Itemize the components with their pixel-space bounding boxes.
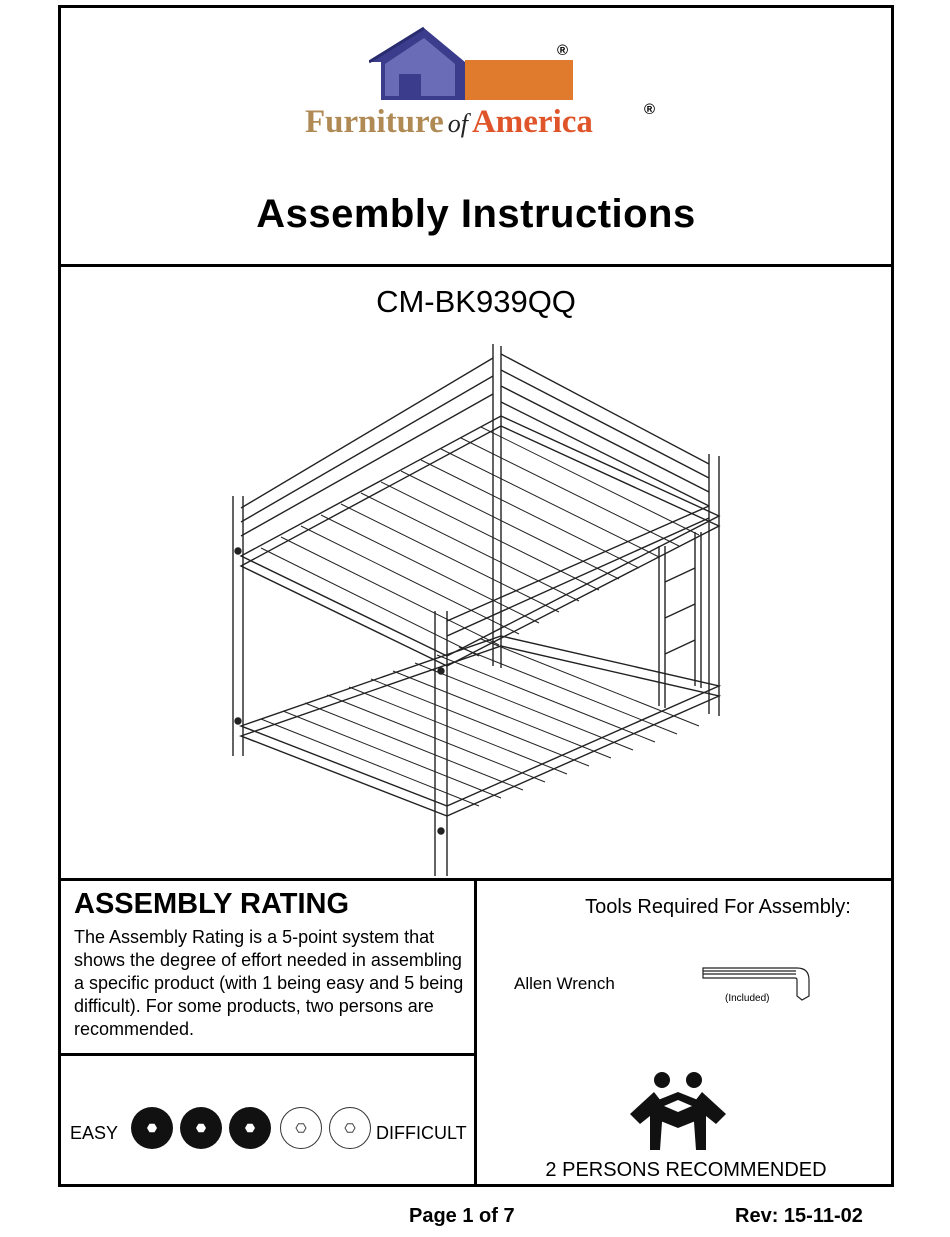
revision-label: Rev: 15-11-02: [735, 1205, 863, 1227]
brand-word-of: of: [447, 109, 468, 138]
tool-note-included: (Included): [725, 993, 770, 1004]
rating-hex-marks: [131, 1107, 371, 1149]
model-number: CM-BK939QQ: [376, 284, 576, 319]
easy-label: EASY: [70, 1123, 119, 1143]
brand-name: [305, 104, 665, 141]
divider-header: [61, 264, 891, 267]
page-title: Assembly Instructions: [256, 192, 696, 236]
bunk-bed-illustration: [221, 336, 731, 876]
registered-mark-top: ®: [557, 42, 569, 59]
brand-word-america: America: [471, 104, 593, 140]
document-frame: [58, 5, 894, 1187]
registered-mark-brand: ®: [644, 101, 656, 118]
brand-logo-house-icon: [369, 26, 589, 104]
difficult-label: DIFFICULT: [376, 1123, 467, 1143]
page-number: Page 1 of 7: [409, 1205, 515, 1227]
rating-description: The Assembly Rating is a 5-point system that shows the degree of effort needed in assembling a specific product (with 1 being easy and 5 being difficult). For some products, two persons are recommended.: [74, 927, 464, 1039]
tools-heading: Tools Required For Assembly:: [585, 896, 851, 918]
tool-name-allen-wrench: Allen Wrench: [514, 974, 615, 993]
divider-vertical: [474, 878, 477, 1184]
two-persons-lifting-icon: [624, 1070, 730, 1152]
brand-word-furniture: Furniture: [305, 104, 444, 140]
divider-rating: [61, 1053, 475, 1056]
persons-recommended-label: 2 PERSONS RECOMMENDED: [545, 1159, 827, 1181]
rating-heading: ASSEMBLY RATING: [74, 888, 350, 920]
